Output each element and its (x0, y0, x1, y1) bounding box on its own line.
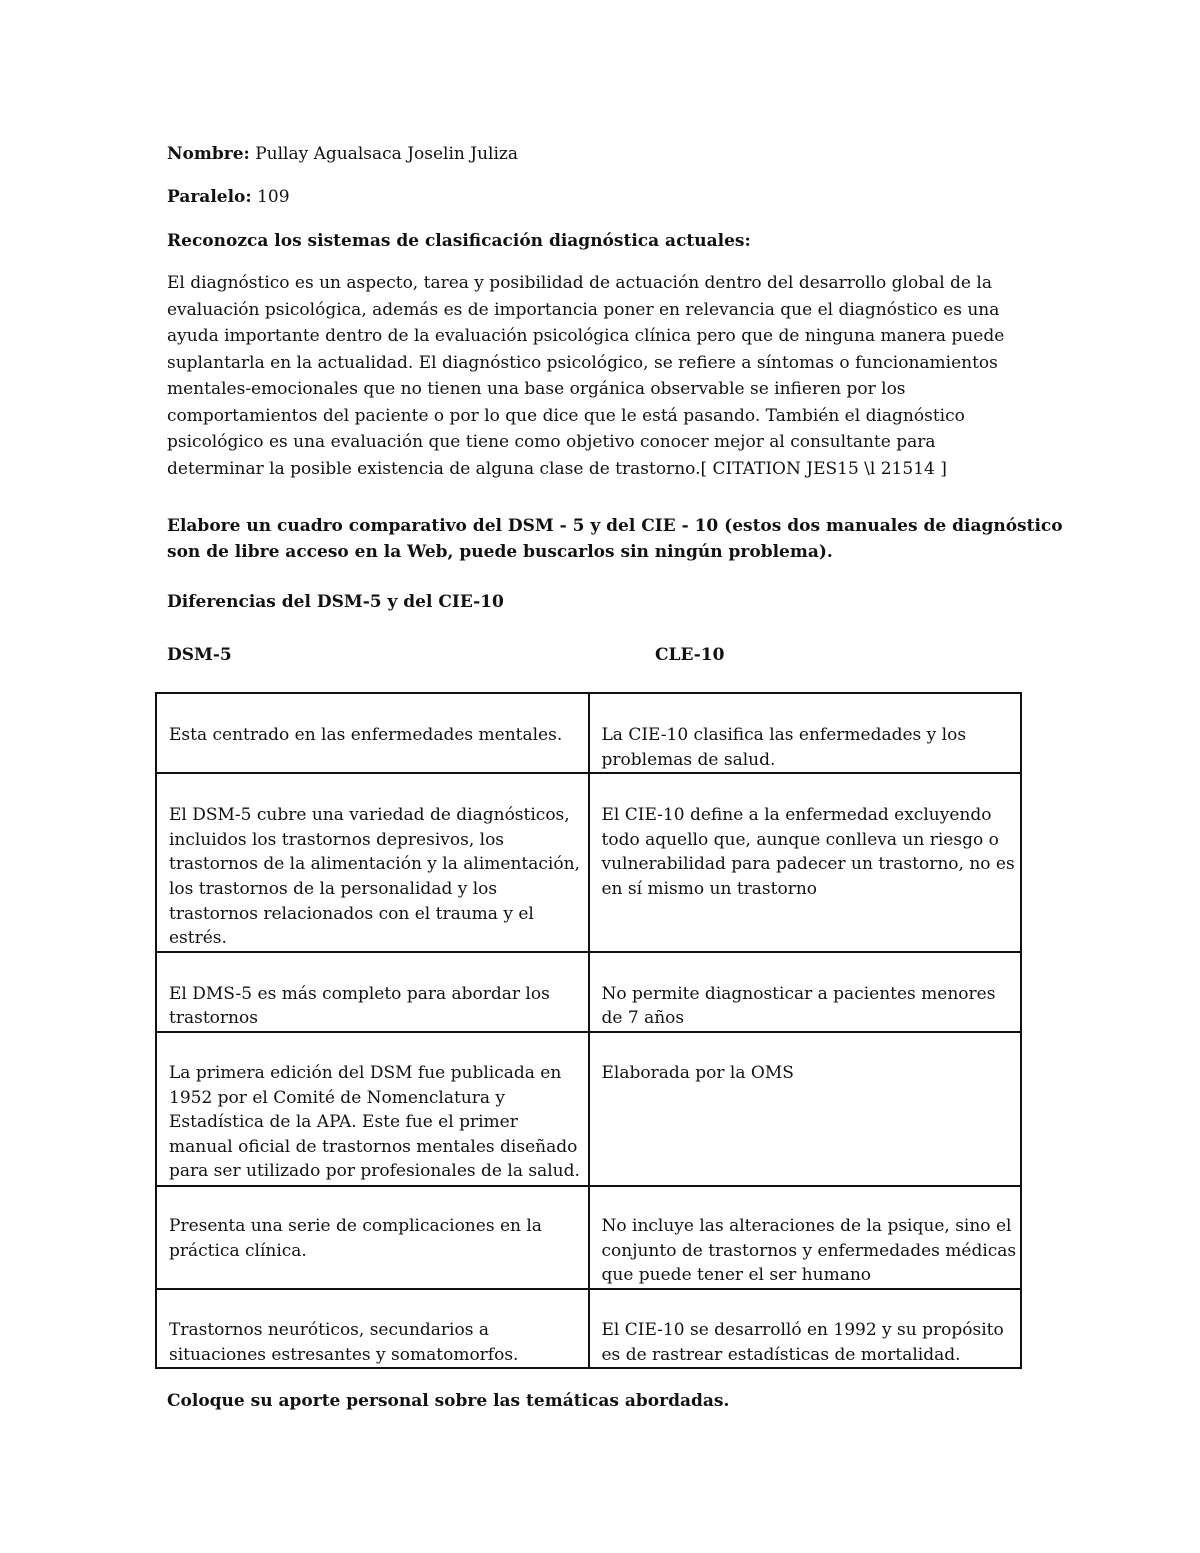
cell-line: Trastornos neuróticos, secundarios a (169, 1319, 489, 1340)
paralelo-line (167, 187, 290, 207)
cell-line: de 7 años (601, 1008, 685, 1029)
paragraph-line: comportamientos del paciente o por lo que dice que le está pasando. También el diagnóstico (167, 405, 965, 426)
cell-line: El CIE-10 se desarrolló en 1992 y su propósito (601, 1319, 1004, 1340)
cell-line: No permite diagnosticar a pacientes menores (601, 983, 996, 1004)
nombre-line (167, 144, 518, 164)
paragraph-line: El diagnóstico es un aspecto, tarea y posibilidad de actuación dentro del desarrollo global de la (167, 273, 992, 293)
comparison-table (155, 692, 1022, 1369)
dsm5-cell (156, 1289, 589, 1368)
question-2-line: son de libre acceso en la Web, puede buscarlos sin ningún problema). (167, 542, 833, 562)
paralelo-value: 109 (257, 187, 290, 207)
dsm5-cell (156, 1186, 589, 1289)
dsm5-cell (156, 773, 589, 952)
cell-line: Presenta una serie de complicaciones en la (169, 1215, 542, 1236)
dsm5-cell (156, 1032, 589, 1186)
cell-line: situaciones estresantes y somatomorfos. (169, 1344, 519, 1365)
cell-line: trastornos relacionados con el trauma y el (169, 903, 534, 924)
question-1: Reconozca los sistemas de clasificación diagnóstica actuales: (167, 231, 751, 251)
cell-line: No incluye las alteraciones de la psique, sino el (601, 1215, 1012, 1236)
paragraph-line: suplantarla en la actualidad. El diagnóstico psicológico, se refiere a síntomas o funcionamientos (167, 352, 998, 373)
table-row (156, 1032, 1021, 1186)
cell-line: El DMS-5 es más completo para abordar los (169, 983, 550, 1004)
nombre-value: Pullay Agualsaca Joselin Juliza (255, 144, 519, 164)
cell-line: es de rastrear estadísticas de mortalidad. (601, 1344, 961, 1365)
cell-line: vulnerabilidad para padecer un trastorno, no es (601, 854, 1015, 875)
column-title-cie10: CLE-10 (655, 645, 725, 665)
differences-title: Diferencias del DSM-5 y del CIE-10 (167, 592, 504, 612)
table-row (156, 1289, 1021, 1368)
cell-line: estrés. (169, 928, 227, 949)
cell-line: todo aquello que, aunque conlleva un riesgo o (601, 829, 999, 850)
cie10-cell (589, 1032, 1022, 1186)
cell-line: La CIE-10 clasifica las enfermedades y los (601, 725, 967, 745)
paragraph-line: determinar la posible existencia de alguna clase de trastorno.[ CITATION JES15 \l 21514 ] (167, 458, 947, 479)
cie10-cell (589, 1289, 1022, 1368)
cell-line: práctica clínica. (169, 1240, 307, 1261)
paragraph-line: mentales-emocionales que no tienen una base orgánica observable se infieren por los (167, 379, 906, 399)
table-row (156, 773, 1021, 952)
table-row (156, 952, 1021, 1032)
cell-line: incluidos los trastornos depresivos, los (169, 829, 505, 850)
cell-line: El CIE-10 define a la enfermedad excluyendo (601, 805, 992, 826)
dsm5-cell (156, 952, 589, 1032)
paragraph-line: evaluación psicológica, además es de importancia poner en relevancia que el diagnóstico es una (167, 299, 1000, 320)
cie10-cell (589, 693, 1022, 773)
table-row (156, 1186, 1021, 1289)
question-3: Coloque su aporte personal sobre las temáticas abordadas. (167, 1391, 730, 1411)
cell-line: 1952 por el Comité de Nomenclatura y (169, 1087, 506, 1108)
paragraph-line: ayuda importante dentro de la evaluación psicológica clínica pero que de ninguna manera puede (167, 326, 1005, 346)
cell-line: El DSM-5 cubre una variedad de diagnósticos, (169, 805, 570, 826)
cell-line: Esta centrado en las enfermedades mentales. (169, 725, 563, 745)
question-2-line: Elabore un cuadro comparativo del DSM - 5 y del CIE - 10 (estos dos manuales de diagnóstico (167, 516, 1063, 536)
cell-line: trastornos de la alimentación y la alimentación, (169, 854, 580, 875)
cell-line: trastornos (169, 1008, 258, 1029)
cell-line: La primera edición del DSM fue publicada en (169, 1062, 562, 1083)
paralelo-label: Paralelo: (167, 187, 252, 207)
cell-line: que puede tener el ser humano (601, 1265, 872, 1286)
dsm5-cell (156, 693, 589, 773)
cell-line: Estadística de la APA. Este fue el primer (169, 1112, 518, 1133)
nombre-label: Nombre: (167, 144, 250, 164)
table-row (156, 693, 1021, 773)
cell-line: manual oficial de trastornos mentales diseñado (169, 1136, 578, 1157)
cie10-cell (589, 773, 1022, 952)
cie10-cell (589, 952, 1022, 1032)
cie10-cell (589, 1186, 1022, 1289)
cell-line: Elaborada por la OMS (601, 1062, 794, 1083)
cell-line: en sí mismo un trastorno (601, 878, 818, 899)
diagnosis-paragraph (167, 270, 1004, 482)
question-2 (167, 513, 1063, 565)
paragraph-line: psicológico es una evaluación que tiene como objetivo conocer mejor al consultante para (167, 432, 936, 452)
cell-line: para ser utilizado por profesionales de la salud. (169, 1161, 580, 1182)
cell-line: problemas de salud. (601, 749, 776, 770)
cell-line: los trastornos de la personalidad y los (169, 878, 498, 899)
cell-line: conjunto de trastornos y enfermedades médicas (601, 1240, 1017, 1261)
column-title-dsm5: DSM-5 (167, 645, 232, 665)
